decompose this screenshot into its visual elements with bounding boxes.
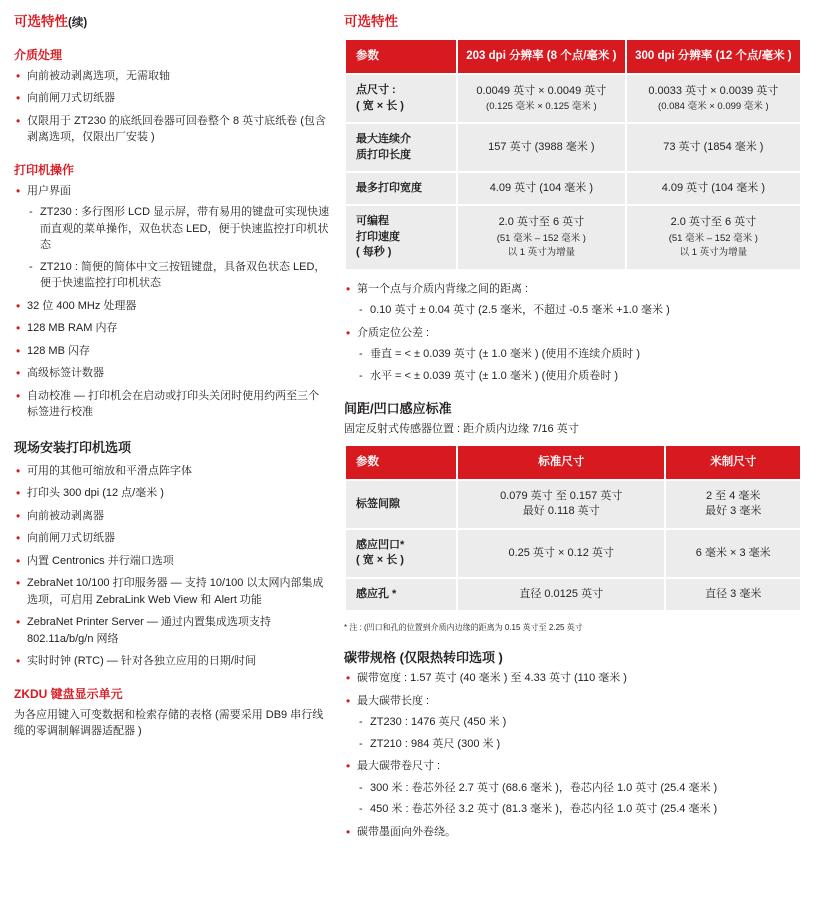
row-label: 感应孔 *: [346, 579, 456, 610]
list-item: • 可用的其他可缩放和平滑点阵字体: [14, 463, 330, 480]
table-header-cell: [627, 40, 800, 74]
left-page-title-text: 可选特性: [14, 14, 68, 29]
table-sensing: [344, 444, 802, 612]
table-cell: 4.09 英寸 (104 毫米 ): [458, 173, 625, 204]
table-optional-features: [344, 38, 802, 271]
left-page-title-continued: (续): [68, 17, 88, 29]
cell-main: 0.0033 英寸 × 0.0039 英寸: [648, 84, 779, 97]
sensing-subtitle: 固定反射式传感器位置 : 距介质内边缘 7/16 英寸: [344, 423, 579, 436]
table-header-cell: 参数: [346, 40, 456, 74]
list-item: - 300 米 : 卷芯外径 2.7 英寸 (68.6 毫米 )，卷芯内径 1.0 英寸 (25.4 毫米 ): [357, 780, 802, 797]
table-header-cell: [458, 40, 625, 74]
list-item: [344, 693, 802, 753]
sublist: [357, 714, 802, 752]
table-header-cell: 参数: [346, 446, 456, 480]
heading-media-handling: 介质处理: [14, 47, 63, 62]
list-item: - 水平 = < ± 0.039 英寸 (± 1.0 毫米 ) (使用介质卷时 ): [357, 368, 802, 385]
sublist: [357, 302, 802, 319]
table-row: [346, 173, 800, 204]
table-cell: [627, 206, 800, 268]
cell-main: 2 至 4 毫米: [706, 490, 761, 503]
list-item: - ZT210 : 简便的简体中文三按钮键盘，具备双色状态 LED，便于快速监控打印机状态: [27, 259, 330, 292]
list-item: [14, 183, 330, 292]
list-item: [344, 758, 802, 818]
list-distance-notes: [344, 281, 802, 385]
list-item: • 碳带墨面向外卷绕。: [344, 824, 802, 841]
list-item: - 0.10 英寸 ± 0.04 英寸 (2.5 毫米，不超过 -0.5 毫米 +1.0 毫米 ): [357, 302, 802, 319]
table-cell: [627, 75, 800, 122]
table-cell: 4.09 英寸 (104 毫米 ): [627, 173, 800, 204]
table-cell: 157 英寸 (3988 毫米 ): [458, 124, 625, 171]
header-line-2: (8 个点/毫米 ): [546, 49, 617, 62]
list-item-label: 最大碳带长度 :: [357, 694, 430, 707]
row-label: 最多打印宽度: [346, 173, 456, 204]
list-item: [344, 281, 802, 319]
sublist: [357, 780, 802, 818]
sensing-footnote: * 注 : (凹口和孔的位置到介质内边缘的距离为 0.15 英寸至 2.25 英寸: [344, 622, 583, 632]
cell-sub2: 以 1 英寸为增量: [507, 247, 576, 259]
heading-printer-operations: 打印机操作: [14, 162, 75, 177]
sublist-user-interface: [27, 204, 330, 292]
list-item: • 向前被动剥离器: [14, 508, 330, 525]
row-label: [346, 124, 456, 171]
row-label-line: ( 每秒 ): [356, 246, 392, 259]
list-item: • 128 MB 闪存: [14, 343, 330, 360]
header-line-1: 203 dpi 分辨率: [466, 49, 544, 62]
list-item: - 垂直 = < ± 0.039 英寸 (± 1.0 毫米 ) (使用不连续介质时 ): [357, 346, 802, 363]
list-item-label: 用户界面: [27, 184, 71, 197]
list-item: • 自动校准 — 打印机会在启动或打印头关闭时使用约两至三个标签进行校准: [14, 388, 330, 421]
cell-sub: (0.084 毫米 × 0.099 毫米 ): [658, 101, 769, 113]
heading-zkdu: ZKDU 键盘显示单元: [14, 686, 123, 701]
row-label-line: 质打印长度: [356, 148, 411, 161]
heading-ribbon: 碳带规格 (仅限热转印选项 ): [344, 650, 503, 666]
right-page-title: 可选特性: [344, 14, 398, 29]
table-header-cell: 米制尺寸: [666, 446, 800, 480]
row-label-line: ( 宽 × 长 ): [356, 99, 404, 112]
table-header-row: [346, 40, 800, 74]
list-item: • 碳带宽度 : 1.57 英寸 (40 毫米 ) 至 4.33 英寸 (110 毫米 ): [344, 670, 802, 687]
table-cell: [458, 206, 625, 268]
table-header-row: [346, 446, 800, 480]
table-cell: [666, 481, 800, 528]
list-ribbon: [344, 670, 802, 840]
table-row: [346, 206, 800, 268]
right-column: [344, 14, 802, 846]
zkdu-body: 为各应用键入可变数据和检索存储的表格 (需要采用 DB9 串行线缆的零调制解调器适配器 ): [14, 708, 324, 738]
left-column: [14, 14, 344, 846]
list-item: • 内置 Centronics 并行端口选项: [14, 553, 330, 570]
table-cell: 0.25 英寸 × 0.12 英寸: [458, 530, 664, 577]
table-row: [346, 530, 800, 577]
table-cell: [458, 481, 664, 528]
cell-sub: (0.125 毫米 × 0.125 毫米 ): [486, 101, 597, 113]
list-field-options: [14, 463, 330, 670]
cell-sub: (51 毫米 – 152 毫米 ): [496, 232, 586, 244]
list-item: • ZebraNet 10/100 打印服务器 — 支持 10/100 以太网内部集成选项，可启用 ZebraLink Web View 和 Alert 功能: [14, 575, 330, 608]
row-label-line: 感应凹口*: [356, 538, 405, 551]
list-item: - 450 米 : 卷芯外径 3.2 英寸 (81.3 毫米 )，卷芯内径 1.0 英寸 (25.4 毫米 ): [357, 801, 802, 818]
table-cell: 直径 0.0125 英寸: [458, 579, 664, 610]
list-item: • 32 位 400 MHz 处理器: [14, 298, 330, 315]
header-line-1: 300 dpi 分辨率: [635, 49, 713, 62]
cell-sub2: 以 1 英寸为增量: [679, 247, 748, 259]
sublist: [357, 346, 802, 384]
row-label: [346, 206, 456, 268]
table-row: [346, 124, 800, 171]
cell-main: 0.0049 英寸 × 0.0049 英寸: [476, 84, 607, 97]
list-item: [344, 325, 802, 385]
table-cell: 6 毫米 × 3 毫米: [666, 530, 800, 577]
left-page-title: [14, 14, 330, 31]
list-item-label: 介质定位公差 :: [357, 326, 430, 339]
list-item: • 向前被动剥离选项，无需取轴: [14, 68, 330, 85]
heading-field-options: 现场安装打印机选项: [14, 439, 132, 455]
list-item: • 高级标签计数器: [14, 365, 330, 382]
list-item-label: 第一个点与介质内背缘之间的距离 :: [357, 282, 529, 295]
row-label-line: 可编程: [356, 215, 389, 228]
table-row: [346, 481, 800, 528]
list-item: • 打印头 300 dpi (12 点/毫米 ): [14, 485, 330, 502]
table-cell: [458, 75, 625, 122]
cell-sub: 最好 0.118 英寸: [522, 505, 600, 518]
heading-sensing: 间距/凹口感应标准: [344, 401, 452, 417]
list-item: • ZebraNet Printer Server — 通过内置集成选项支持 802.11a/b/g/n 网络: [14, 614, 330, 647]
row-label-line: 打印速度: [356, 230, 400, 243]
list-item: - ZT210 : 984 英尺 (300 米 ): [357, 736, 802, 753]
row-label: [346, 75, 456, 122]
row-label: [346, 530, 456, 577]
cell-sub: 最好 3 毫米: [705, 505, 762, 518]
list-item-label: 最大碳带卷尺寸 :: [357, 760, 441, 773]
list-item: • 仅限用于 ZT230 的底纸回卷器可回卷整个 8 英寸底纸卷 (包含剥离选项，仅限出厂安装 ): [14, 113, 330, 146]
list-printer-operations: [14, 183, 330, 421]
row-label: 标签间隙: [346, 481, 456, 528]
table-cell: 73 英寸 (1854 毫米 ): [627, 124, 800, 171]
table-cell: 直径 3 毫米: [666, 579, 800, 610]
cell-sub: (51 毫米 – 152 毫米 ): [668, 232, 758, 244]
row-label-line: 最大连续介: [356, 133, 411, 146]
list-item: • 向前闸刀式切纸器: [14, 530, 330, 547]
list-item: • 实时时钟 (RTC) — 针对各独立应用的日期/时间: [14, 653, 330, 670]
cell-main: 0.079 英寸 至 0.157 英寸: [500, 490, 623, 503]
row-label-line: 点尺寸 :: [356, 84, 396, 97]
table-header-cell: 标准尺寸: [458, 446, 664, 480]
list-item: • 128 MB RAM 内存: [14, 320, 330, 337]
cell-main: 2.0 英寸至 6 英寸: [670, 216, 757, 229]
list-media-handling: [14, 68, 330, 146]
list-item: - ZT230 : 多行图形 LCD 显示屏，带有易用的键盘可实现快速而直观的菜单操作，双色状态 LED，便于快速监控打印机状态: [27, 204, 330, 254]
list-item: • 向前闸刀式切纸器: [14, 90, 330, 107]
table-row: [346, 75, 800, 122]
header-line-2: (12 个点/毫米 ): [715, 49, 792, 62]
cell-main: 2.0 英寸至 6 英寸: [498, 216, 585, 229]
table-row: [346, 579, 800, 610]
row-label-line: ( 宽 × 长 ): [356, 554, 404, 567]
list-item: - ZT230 : 1476 英尺 (450 米 ): [357, 714, 802, 731]
